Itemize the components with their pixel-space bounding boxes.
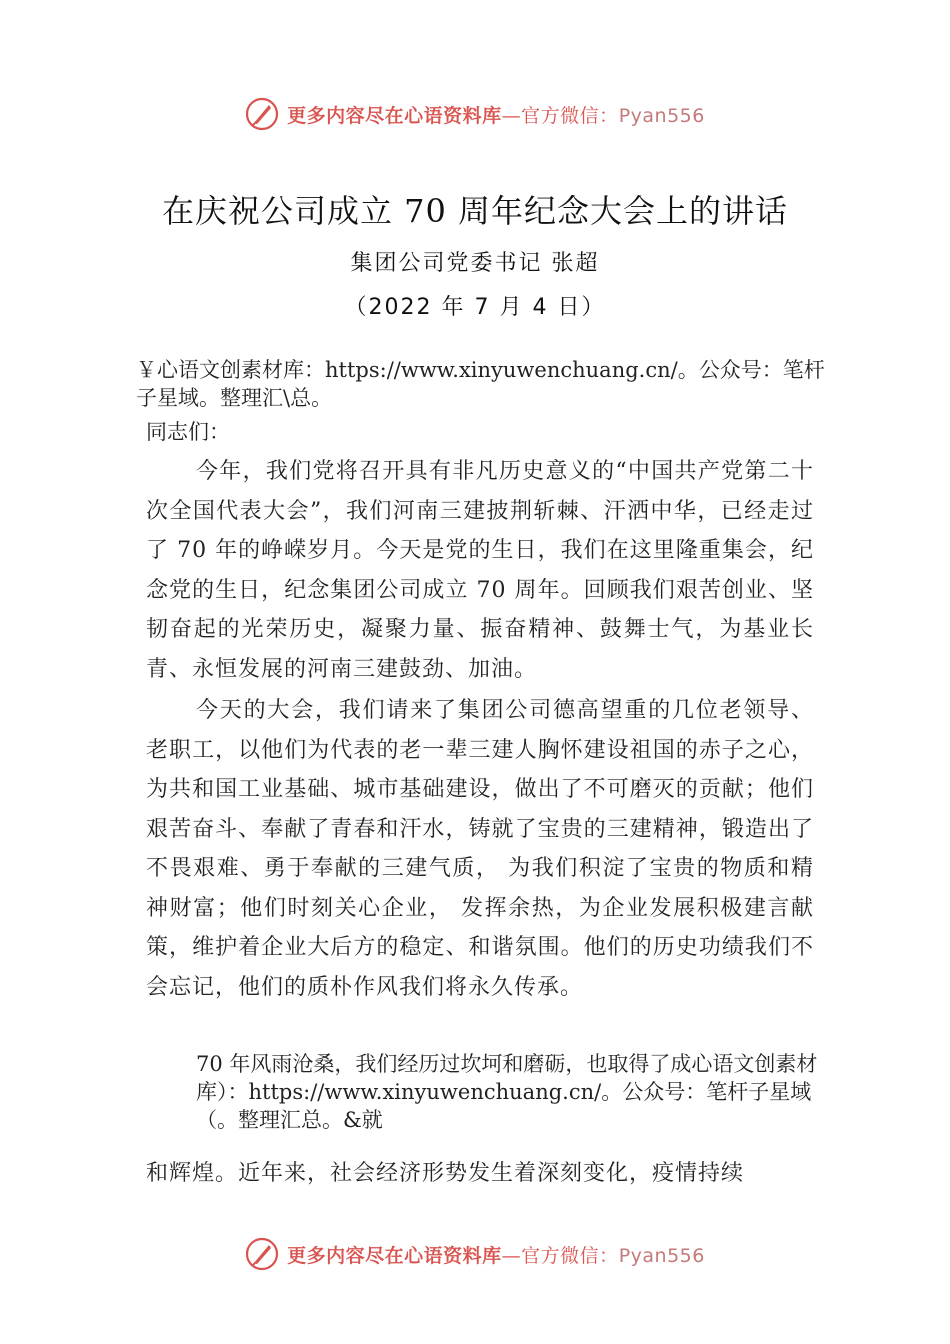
banner-text [287, 101, 705, 128]
paragraph: 和辉煌。近年来，社会经济形势发生着深刻变化，疫情持续 [146, 1161, 745, 1186]
banner-text [287, 1241, 705, 1268]
document-title: 在庆祝公司成立 70 周年纪念大会上的讲话 [161, 192, 789, 230]
paragraph: 今天的大会，我们请来了集团公司德高望重的几位老领导、老职工，以他们为代表的老一辈三建人胸怀建设祖国的赤子之心，为共和国工业基础、城市基础建设，做出了不可磨灭的贡献；他们艰苦奋斗、奉献了青春和汗水，铸就了宝贵的三建精神，锻造出了不畏艰难、勇于奉献的三建气质， 为我们积淀了宝贵的物质和精神财富；他们时刻关心企业， 发挥余热，为企业发展积极建言献策，维护着企业大后方的稳定、和谐氛围。他们的历史功绩我们不会忘记，他们的质朴作风我们将永久传承。 [146, 698, 814, 1000]
banner-separator: — [501, 1244, 522, 1267]
watermark-note: 70 年风雨沧桑，我们经历过坎坷和磨砺，也取得了成心语文创素材库）：https://www.xinyuwenchuang.cn/。公众号：笔杆子星域（。整理汇总。&就 [196, 1052, 818, 1132]
banner-brand: 更多内容尽在心语资料库 [287, 104, 502, 127]
paragraph: 今年，我们党将召开具有非凡历史意义的“中国共产党第二十次全国代表大会”，我们河南三建披荆斩棘、汗洒中华，已经走过了 70 年的峥嵘岁月。今天是党的生日，我们在这里隆重集会，纪念党的生日，纪念集团公司成立 70 周年。回顾我们艰苦创业、坚韧奋起的光荣历史，凝聚力量、振奋精神、鼓舞士气，为基业长青、永恒发展的河南三建鼓劲、加油。 [146, 459, 814, 682]
document-author: 集团公司党委书记 张超 [350, 251, 600, 276]
quill-logo-icon [245, 97, 279, 131]
banner-wechat-id: Pyan556 [618, 104, 705, 127]
banner-wechat-label: 官方微信： [521, 1244, 619, 1267]
header-banner [0, 94, 950, 134]
banner-separator: — [501, 104, 522, 127]
quill-logo-icon [245, 1237, 279, 1271]
watermark-note: ￥心语文创素材库：https://www.xinyuwenchuang.cn/。公众号：笔杆子星域。整理汇\总。 [136, 358, 825, 410]
salutation: 同志们： [146, 420, 230, 444]
footer-banner [0, 1234, 950, 1274]
banner-brand: 更多内容尽在心语资料库 [287, 1244, 502, 1267]
banner-wechat-id: Pyan556 [618, 1244, 705, 1267]
document-date: （2022 年 7 月 4 日） [344, 295, 606, 320]
banner-wechat-label: 官方微信： [521, 104, 619, 127]
